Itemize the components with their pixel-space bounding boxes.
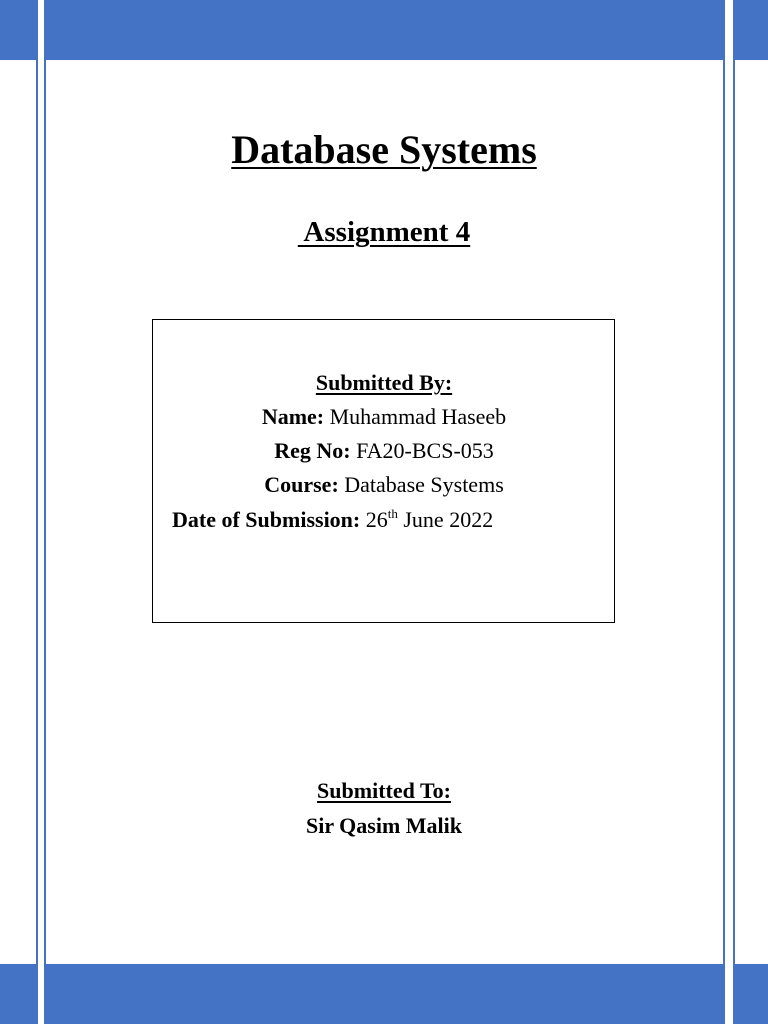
submission-date-day: 26 xyxy=(365,507,388,532)
submission-date-month-year: June 2022 xyxy=(403,507,494,532)
top-band-right xyxy=(734,0,768,60)
document-title: Database Systems xyxy=(231,127,537,172)
name-line xyxy=(0,402,768,432)
course-line xyxy=(0,470,768,500)
bottom-band-left xyxy=(0,964,36,1024)
submitted-by-heading: Submitted By: xyxy=(315,370,453,395)
supervisor-name: Sir Qasim Malik xyxy=(305,813,463,838)
submission-date-suffix: th xyxy=(387,506,398,521)
bottom-band xyxy=(46,964,724,1024)
name-value: Muhammad Haseeb xyxy=(329,404,507,429)
submitted-to-heading: Submitted To: xyxy=(317,778,451,803)
submission-date-line xyxy=(172,505,493,535)
assignment-subtitle: Assignment 4 xyxy=(297,216,471,248)
top-band xyxy=(46,0,724,60)
reg-no-line xyxy=(0,436,768,466)
top-band-left xyxy=(0,0,36,60)
reg-no-value: FA20-BCS-053 xyxy=(356,438,494,463)
name-label: Name: xyxy=(261,404,325,429)
course-value: Database Systems xyxy=(344,472,504,497)
submission-date-label: Date of Submission: xyxy=(172,507,361,532)
bottom-band-right xyxy=(734,964,768,1024)
course-label: Course: xyxy=(264,472,339,497)
reg-no-label: Reg No: xyxy=(274,438,351,463)
